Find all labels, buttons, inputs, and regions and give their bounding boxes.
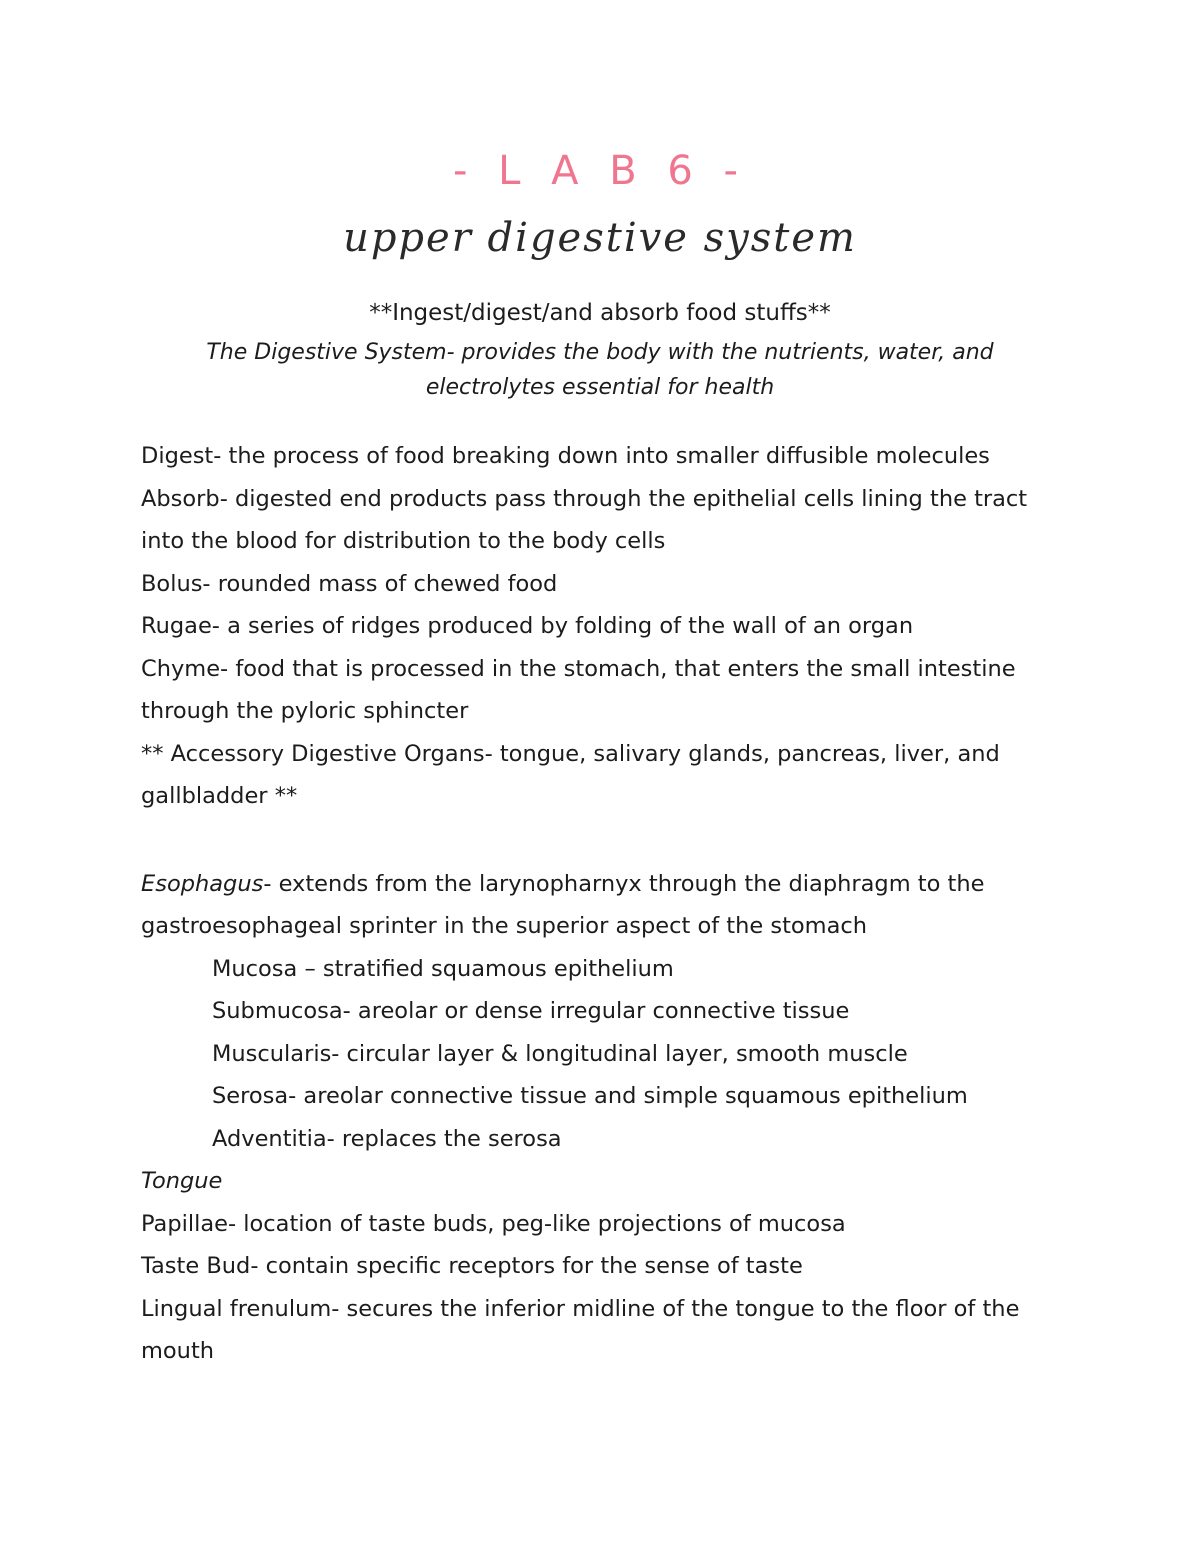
notes-body bbox=[141, 435, 1061, 1373]
layer-adventitia: Adventitia- replaces the serosa bbox=[212, 1125, 562, 1152]
layer-submucosa: Submucosa- areolar or dense irregular connective tissue bbox=[212, 998, 850, 1024]
tongue-heading: Tongue bbox=[141, 1168, 223, 1194]
intro-description: The Digestive System- provides the body with the nutrients, water, and electrolytes essential for health bbox=[206, 340, 994, 400]
tongue-lingual-frenulum: Lingual frenulum- secures the inferior midline of the tongue to the floor of the mouth bbox=[141, 1295, 1020, 1364]
definition-digest: Digest- the process of food breaking down into smaller diffusible molecules bbox=[141, 443, 990, 469]
definition-chyme: Chyme- food that is processed in the stomach, that enters the small intestine through the pyloric sphincter bbox=[141, 655, 1016, 724]
tongue-papillae: Papillae- location of taste buds, peg-like projections of mucosa bbox=[141, 1210, 846, 1237]
layer-muscularis: Muscularis- circular layer & longitudinal layer, smooth muscle bbox=[212, 1040, 908, 1067]
accessory-organs-note: ** Accessory Digestive Organs- tongue, salivary glands, pancreas, liver, and gallbladder ** bbox=[141, 740, 1000, 809]
section-spacer bbox=[141, 818, 1061, 863]
lab-title: - L A B 6 - bbox=[453, 148, 747, 194]
tongue-taste-bud: Taste Bud- contain specific receptors for the sense of taste bbox=[141, 1253, 803, 1279]
definition-bolus: Bolus- rounded mass of chewed food bbox=[141, 570, 558, 597]
esophagus-definition bbox=[141, 863, 1061, 948]
layer-serosa: Serosa- areolar connective tissue and simple squamous epithelium bbox=[212, 1083, 968, 1109]
layer-mucosa: Mucosa – stratified squamous epithelium bbox=[212, 955, 674, 982]
definition-absorb: Absorb- digested end products pass through the epithelial cells lining the tract into the blood for distribution to the body cells bbox=[141, 485, 1028, 554]
definition-rugae: Rugae- a series of ridges produced by folding of the wall of an organ bbox=[141, 613, 914, 639]
tagline: **Ingest/digest/and absorb food stuffs** bbox=[369, 300, 831, 326]
esophagus-text: - extends from the larynopharnyx through the diaphragm to the gastroesophageal sprinter in the superior aspect of the stomach bbox=[141, 870, 985, 939]
lab-subtitle: upper digestive system bbox=[343, 215, 857, 261]
esophagus-term: Esophagus bbox=[141, 870, 264, 897]
